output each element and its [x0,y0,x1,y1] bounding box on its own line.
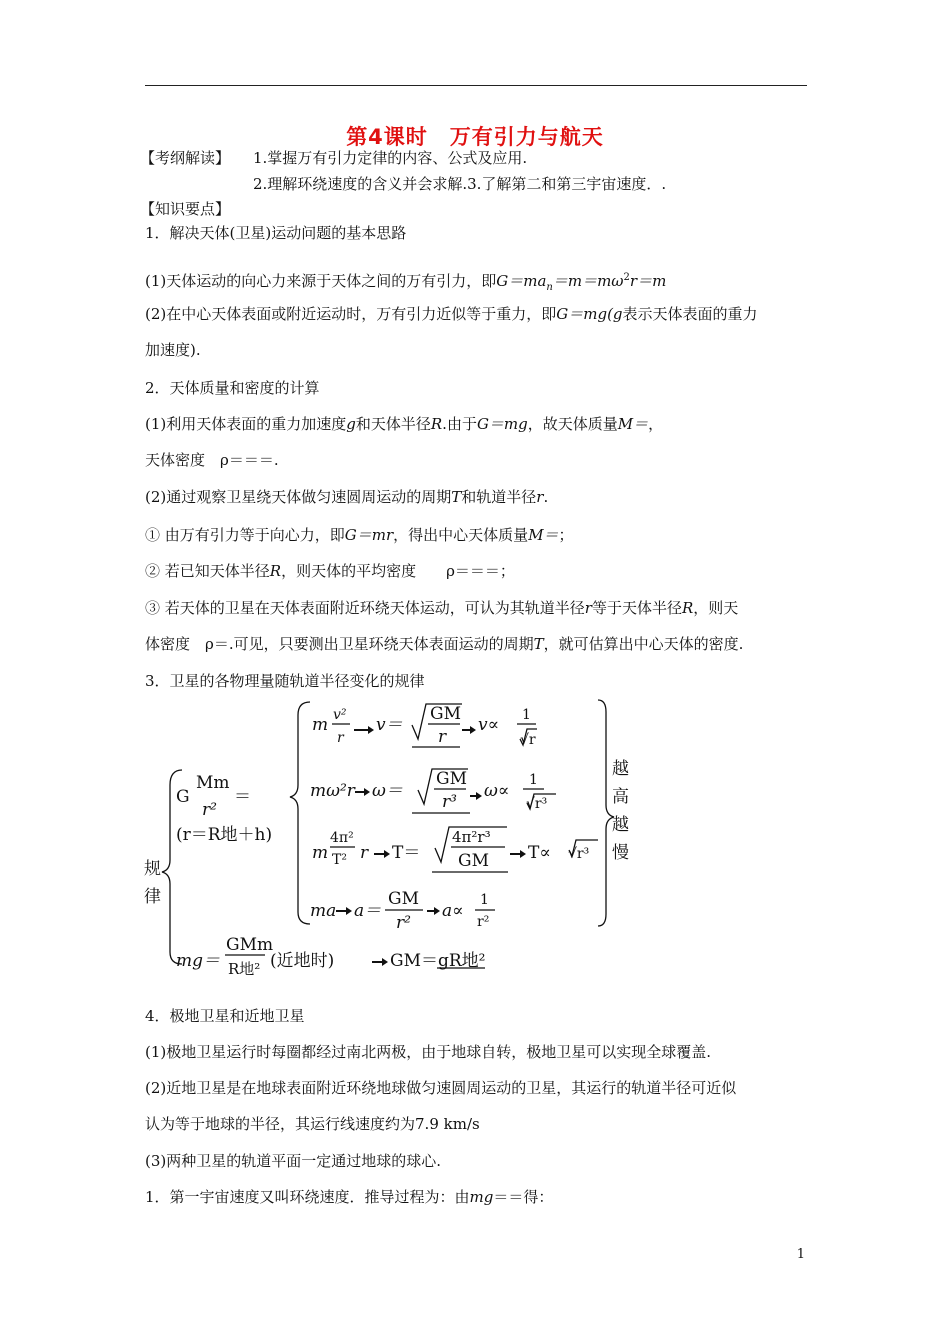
section-1-para-1 [145,268,666,298]
text: 表示天体表面的重力 [622,305,758,323]
section-4-para-1: (1)极地卫星运行时每圈都经过南北两极，由于地球自转，极地卫星可以实现全球覆盖. [145,1043,712,1061]
formula: M＝ [528,526,559,544]
section-2-item-1 [145,525,574,545]
syllabus-item-1: 1.掌握万有引力定律的内容、公式及应用. [253,149,528,167]
row4-prop: a∝ [442,901,464,921]
formula: G＝ma [496,272,547,290]
formula: G＝mr [344,526,394,544]
row3-root-top: 4π²r³ [452,828,491,846]
text: . [543,488,549,506]
row2-p-top: 1 [529,772,538,788]
row1-prop: v∝ [478,715,500,735]
right-label-1: 越 [612,759,629,779]
row1-p-bot: √r [520,732,536,748]
section-2-para-2 [145,487,548,507]
text: 体密度 ρ＝.可见，只要测出卫星环绕天体表面运动的周期 [145,635,534,653]
var: R [681,599,694,617]
section-4-para-2: (2)近地卫星是在地球表面附近环绕地球做匀速圆周运动的卫星，其运行的轨道半径可近似 [145,1079,737,1097]
formula: ＝m＝mω [552,272,624,290]
right-brace [598,700,614,926]
row1-root-bot: r [438,727,447,747]
text: (1)利用天体表面的重力加速度 [145,415,347,433]
section-2-item-3-cont [145,634,743,654]
formula: G＝mg [476,415,528,433]
row4-lhs: ma [310,901,337,921]
left-label-1: 规 [144,859,161,879]
page-title: 第4课时 万有引力与航天 [346,125,604,149]
row4-p-top: 1 [480,892,489,908]
arrow [462,726,476,734]
var: r [584,599,592,617]
text: .由于 [442,415,477,433]
var: T [451,488,462,506]
right-label-2: 高 [612,787,629,807]
var: T [533,635,544,653]
text: ，得出中心天体质量 [393,526,529,544]
row2-root-bot: r³ [442,792,457,812]
arrow [355,788,370,796]
text: ，则天 [693,599,739,617]
row3-frac-bot: T² [332,852,347,868]
inner-brace [290,702,310,924]
text: ，则天体的平均密度 ρ＝＝＝； [281,562,515,580]
text: ③ 若天体的卫星在天体表面附近环绕天体运动，可认为其轨道半径 [145,599,585,617]
section-4-para-2-cont: 认为等于地球的半径，其运行线速度约为7.9 km/s [145,1115,480,1133]
knowledge-label: 【知识要点】 [140,200,231,218]
text: ，就可估算出中心天体的密度. [543,635,744,653]
text: (1)天体运动的向心力来源于天体之间的万有引力，即 [145,272,497,290]
text: 1．第一宇宙速度又叫环绕速度．推导过程为：由 [145,1188,470,1206]
text: 等于天体半径 [591,599,682,617]
row3-p-bot: √r³ [568,846,590,862]
arrow [336,907,352,915]
formula: r＝m [629,272,667,290]
section-1-para-2-cont: 加速度). [145,341,201,359]
row2-lhs: mω²r [310,781,355,801]
text: 和轨道半径 [461,488,537,506]
row2-prop: ω∝ [484,781,510,801]
subscript: n [546,282,553,293]
section-2-heading: 2．天体质量和密度的计算 [145,379,320,397]
syllabus-label: 【考纲解读】 [140,149,231,167]
page-number: 1 [796,1247,805,1262]
row3-lhs: m [312,843,329,863]
frac-bot: r² [202,800,217,820]
text: ② 若已知天体半径 [145,562,270,580]
row3-prop: T∝ [528,843,551,863]
text: 和天体半径 [355,415,431,433]
section-4-heading: 4．极地卫星和近地卫星 [145,1007,305,1025]
var: R [269,562,282,580]
radius-def: (r＝R地＋h) [176,825,273,845]
right-label-4: 慢 [612,843,629,863]
gravity-g: G [176,787,190,807]
row1-p-top: 1 [522,707,531,723]
text: ① 由万有引力等于向心力，即 [145,526,345,544]
row2-p-bot: √r³ [526,796,548,812]
row4-p-bot: r² [477,914,490,930]
right-label-3: 越 [612,815,629,835]
arrow [427,907,440,915]
bottom-frac-bot: R地² [228,960,261,978]
arrow [354,726,374,734]
var: R [430,415,443,433]
eq: ＝ [234,787,251,807]
superscript: 2 [623,272,630,283]
row1-lhs: m [312,715,329,735]
section-2-para-1-cont: 天体密度 ρ＝＝＝. [145,451,279,469]
row4-frac-bot: r² [396,913,411,933]
arrow [372,958,388,966]
row3-mid: r [360,843,369,863]
text: (2)在中心天体表面或附近运动时，万有引力近似等于重力，即 [145,305,557,323]
row4-var: a＝ [354,901,382,921]
formula: M＝ [617,415,649,433]
row1-frac-bot: r [337,730,344,746]
bottom-frac-top: GMm [226,935,274,955]
orbit-law-diagram [140,690,640,980]
frac-top: Mm [196,773,230,793]
row4-frac-top: GM [388,889,419,909]
row3-var: T＝ [392,843,421,863]
bottom-lhs: mg＝ [176,951,221,971]
section-4-para-3: (3)两种卫星的轨道平面一定通过地球的球心. [145,1152,442,1170]
row3-frac-top: 4π² [330,830,354,846]
section-1-para-2 [145,304,758,324]
syllabus-item-2: 2.理解环绕速度的含义并会求解.3.了解第二和第三宇宙速度．. [253,175,667,193]
arrow [374,850,390,858]
row1-var: v＝ [376,715,403,735]
section-3-heading: 3．卫星的各物理量随轨道半径变化的规律 [145,672,425,690]
formula: mg [469,1188,494,1206]
section-1-heading: 1．解决天体(卫星)运动问题的基本思路 [145,224,407,242]
formula: G＝mg(g [556,305,623,323]
bottom-rhs: GM＝gR地² [390,951,486,971]
left-label-2: 律 [144,887,161,907]
section-2-item-3 [145,598,738,618]
text: (2)通过观察卫星绕天体做匀速圆周运动的周期 [145,488,452,506]
var: g [346,415,356,433]
row1-frac-top: v² [333,707,347,723]
section-2-para-1 [145,414,663,434]
section-2-item-2 [145,561,515,581]
text: ＝＝得： [493,1188,554,1206]
arrow [510,850,526,858]
row2-var: ω＝ [372,781,403,801]
text: ，故天体质量 [527,415,618,433]
arrow [470,792,482,800]
row3-root-bot: GM [458,851,489,871]
text: ； [558,526,574,544]
bottom-note: (近地时) [270,951,335,971]
row2-root-top: GM [436,769,467,789]
row1-root-top: GM [430,704,461,724]
header-rule [145,85,807,86]
var: r [536,488,544,506]
text: ， [648,415,664,433]
first-cosmic-velocity-line [145,1187,553,1207]
